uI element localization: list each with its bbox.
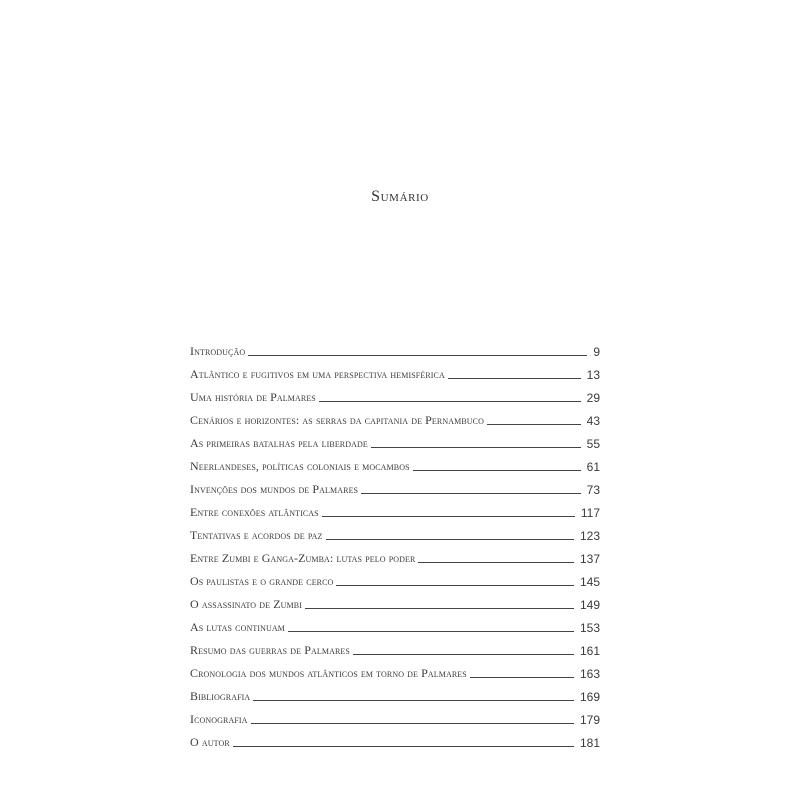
toc-leader-line <box>248 354 587 356</box>
toc-entry <box>190 497 600 520</box>
toc-leader-line <box>251 722 574 724</box>
toc-entry <box>190 520 600 543</box>
toc-entry-label: Bibliografia <box>190 689 251 703</box>
toc-leader-line <box>336 584 574 586</box>
toc-entry <box>190 612 600 635</box>
toc-entry <box>190 382 600 405</box>
toc-leader-line <box>353 653 574 655</box>
toc-leader-line <box>288 630 574 632</box>
toc-entry-page: 179 <box>579 713 600 727</box>
toc-entry-label: Entre Zumbi e Ganga-Zumba: lutas pelo poder <box>190 551 416 565</box>
toc-entry <box>190 635 600 658</box>
toc-entry <box>190 543 600 566</box>
toc-leader-line <box>448 377 581 379</box>
toc-entry-label: Introdução <box>190 344 246 358</box>
toc-entry-label: Invenções dos mundos de Palmares <box>190 482 359 496</box>
toc-entry-label: As lutas continuam <box>190 620 285 634</box>
toc-leader-line <box>470 676 574 678</box>
toc-entry <box>190 658 600 681</box>
toc-entry <box>190 474 600 497</box>
toc-entry <box>190 727 600 750</box>
toc-entry <box>190 428 600 451</box>
toc-leader-line <box>305 607 574 609</box>
toc-leader-line <box>371 446 581 448</box>
toc-entry-label: Entre conexões atlânticas <box>190 505 319 519</box>
toc-entry-label: Os paulistas e o grande cerco <box>190 574 334 588</box>
toc-leader-line <box>322 515 575 517</box>
toc-leader-line <box>233 745 574 747</box>
toc-entry-label: Cronologia dos mundos atlânticos em torno de Palmares <box>190 666 467 680</box>
toc-entry-page: 137 <box>579 552 600 566</box>
toc-entry <box>190 704 600 727</box>
toc-entry-page: 55 <box>586 437 600 451</box>
page-title: Sumário <box>371 188 429 205</box>
toc-entry-page: 145 <box>579 575 600 589</box>
table-of-contents <box>190 336 600 750</box>
toc-leader-line <box>361 492 581 494</box>
toc-entry-page: 61 <box>586 460 600 474</box>
toc-entry <box>190 566 600 589</box>
toc-entry-label: Uma história de Palmares <box>190 390 316 404</box>
toc-entry-page: 9 <box>593 345 600 359</box>
toc-entry-page: 153 <box>579 621 600 635</box>
toc-leader-line <box>326 538 574 540</box>
toc-entry-page: 43 <box>586 414 600 428</box>
toc-leader-line <box>413 469 581 471</box>
toc-entry <box>190 589 600 612</box>
toc-entry <box>190 451 600 474</box>
toc-entry-label: Atlântico e fugitivos em uma perspectiva hemisférica <box>190 367 445 381</box>
toc-entry-label: As primeiras batalhas pela liberdade <box>190 436 368 450</box>
toc-entry-page: 13 <box>586 368 600 382</box>
toc-entry <box>190 681 600 704</box>
toc-entry-page: 161 <box>579 644 600 658</box>
toc-entry-page: 29 <box>586 391 600 405</box>
toc-entry <box>190 336 600 359</box>
toc-leader-line <box>487 423 581 425</box>
toc-entry-page: 117 <box>580 506 600 520</box>
toc-entry-page: 123 <box>579 529 600 543</box>
toc-entry-label: Cenários e horizontes: as serras da capitania de Pernambuco <box>190 413 484 427</box>
toc-leader-line <box>418 561 574 563</box>
toc-entry <box>190 359 600 382</box>
toc-entry-page: 169 <box>579 690 600 704</box>
toc-entry <box>190 405 600 428</box>
toc-entry-page: 149 <box>579 598 600 612</box>
toc-entry-label: Tentativas e acordos de paz <box>190 528 323 542</box>
toc-entry-page: 181 <box>579 736 600 750</box>
toc-entry-label: O assassinato de Zumbi <box>190 597 302 611</box>
toc-entry-label: Neerlandeses, políticas coloniais e mocambos <box>190 459 410 473</box>
toc-entry-label: Resumo das guerras de Palmares <box>190 643 350 657</box>
toc-leader-line <box>253 699 574 701</box>
toc-leader-line <box>319 400 581 402</box>
toc-entry-label: Iconografia <box>190 712 248 726</box>
toc-entry-page: 163 <box>579 667 600 681</box>
toc-entry-label: O autor <box>190 735 230 749</box>
toc-entry-page: 73 <box>586 483 600 497</box>
